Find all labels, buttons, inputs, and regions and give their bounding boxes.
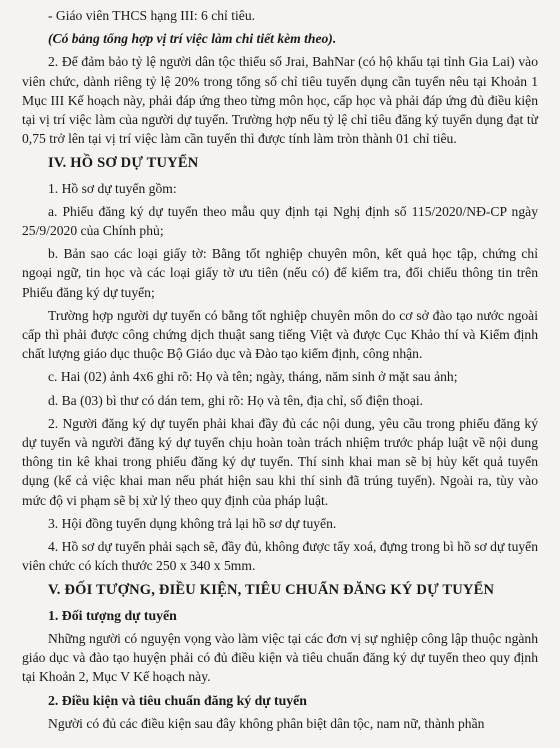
paragraph: b. Bản sao các loại giấy tờ: Bằng tốt nghiệp chuyên môn, kết quả học tập, chứng chỉ ngoại ngữ, tin học và các loại giấy tờ ưu tiên (nếu có) để kiểm tra, đối chiếu thông tin trên Phiếu đăng ký dự tuyển; xyxy=(22,246,538,300)
paragraph: Người có đủ các điều kiện sau đây không phân biệt dân tộc, nam nữ, thành phần xyxy=(48,715,485,731)
paragraph: Những người có nguyện vọng vào làm việc tại các đơn vị sự nghiệp công lập thuộc ngành giáo dục và đào tạo huyện phải có đủ điều kiện và tiêu chuẩn đăng ký dự tuyển theo quy định tại Khoản 2, Mục V Kế hoạch này. xyxy=(22,630,538,685)
paragraph: a. Phiếu đăng ký dự tuyển theo mẫu quy định tại Nghị định số 115/2020/NĐ-CP ngày 25/9/2020 của Chính phủ; xyxy=(22,203,538,239)
paragraph: 2. Để đảm bảo tỷ lệ người dân tộc thiểu số Jrai, BahNar (có hộ khẩu tại tỉnh Gia Lai) vào viên chức, dành riêng tỷ lệ 20% trong tổng số chỉ tiêu tuyển dụng cần tuyển nêu tại Khoản 1 Mục III Kế hoạch này, phải đáp ứng theo từng môn học, cấp học và phải đáp ứng đủ điều kiện tại vị trí việc làm của người dự tuyển. Trường hợp nếu tỷ lệ chỉ tiêu đăng ký tuyển dụng đạt từ 0,75 trở lên tại vị trí việc làm cần tuyển thì được tính làm tròn thành 01 chỉ tiêu. xyxy=(22,54,538,147)
section-heading-v: V. ĐỐI TƯỢNG, ĐIỀU KIỆN, TIÊU CHUẨN ĐĂNG KÝ DỰ TUYỂN xyxy=(48,582,495,599)
paragraph: 1. Hồ sơ dự tuyển gồm: xyxy=(48,180,177,196)
paragraph-note: (Có bảng tổng hợp vị trí việc làm chi tiết kèm theo). xyxy=(48,31,337,47)
paragraph: 2. Người đăng ký dự tuyển phải khai đầy đủ các nội dung, yêu cầu trong phiếu đăng ký dự tuyển và người đăng ký dự tuyển chịu hoàn toàn trách nhiệm trước pháp luật về nội dung thông tin kê khai trong phiếu đăng ký dự tuyển. Thí sinh khai man sẽ bị hủy kết quả tuyển dụng (kể cả việc khai man nếu phát hiện sau khi thí sinh đã trúng tuyển). Ngoài ra, tùy vào mức độ vi phạm sẽ bị xử lý theo quy định của pháp luật. xyxy=(22,415,538,508)
paragraph: d. Ba (03) bì thư có dán tem, ghi rõ: Họ và tên, địa chỉ, số điện thoại. xyxy=(48,392,424,408)
paragraph: 3. Hội đồng tuyển dụng không trả lại hồ sơ dự tuyển. xyxy=(48,515,337,531)
paragraph: c. Hai (02) ảnh 4x6 ghi rõ: Họ và tên; ngày, tháng, năm sinh ở mặt sau ảnh; xyxy=(48,369,458,385)
paragraph: Trường hợp người dự tuyển có bằng tốt nghiệp chuyên môn do cơ sở đào tạo nước ngoài cấp thì phải được công chứng dịch thuật sang tiếng Việt và được Cục Khảo thí và Kiểm định chất lượng giáo dục thuộc Bộ Giáo dục và Đào tạo kiểm định, công nhận. xyxy=(22,307,538,362)
paragraph: - Giáo viên THCS hạng III: 6 chỉ tiêu. xyxy=(48,8,256,23)
subsection-heading: 1. Đối tượng dự tuyển xyxy=(48,607,177,623)
section-heading-iv: IV. HỒ SƠ DỰ TUYỂN xyxy=(48,155,199,172)
paragraph: 4. Hồ sơ dự tuyển phải sạch sẽ, đầy đủ, không được tẩy xoá, đựng trong bì hồ sơ dự tuyển viên chức có kích thước 250 x 340 x 5mm. xyxy=(22,539,538,574)
subsection-heading: 2. Điều kiện và tiêu chuẩn đăng ký dự tuyển xyxy=(48,692,307,708)
